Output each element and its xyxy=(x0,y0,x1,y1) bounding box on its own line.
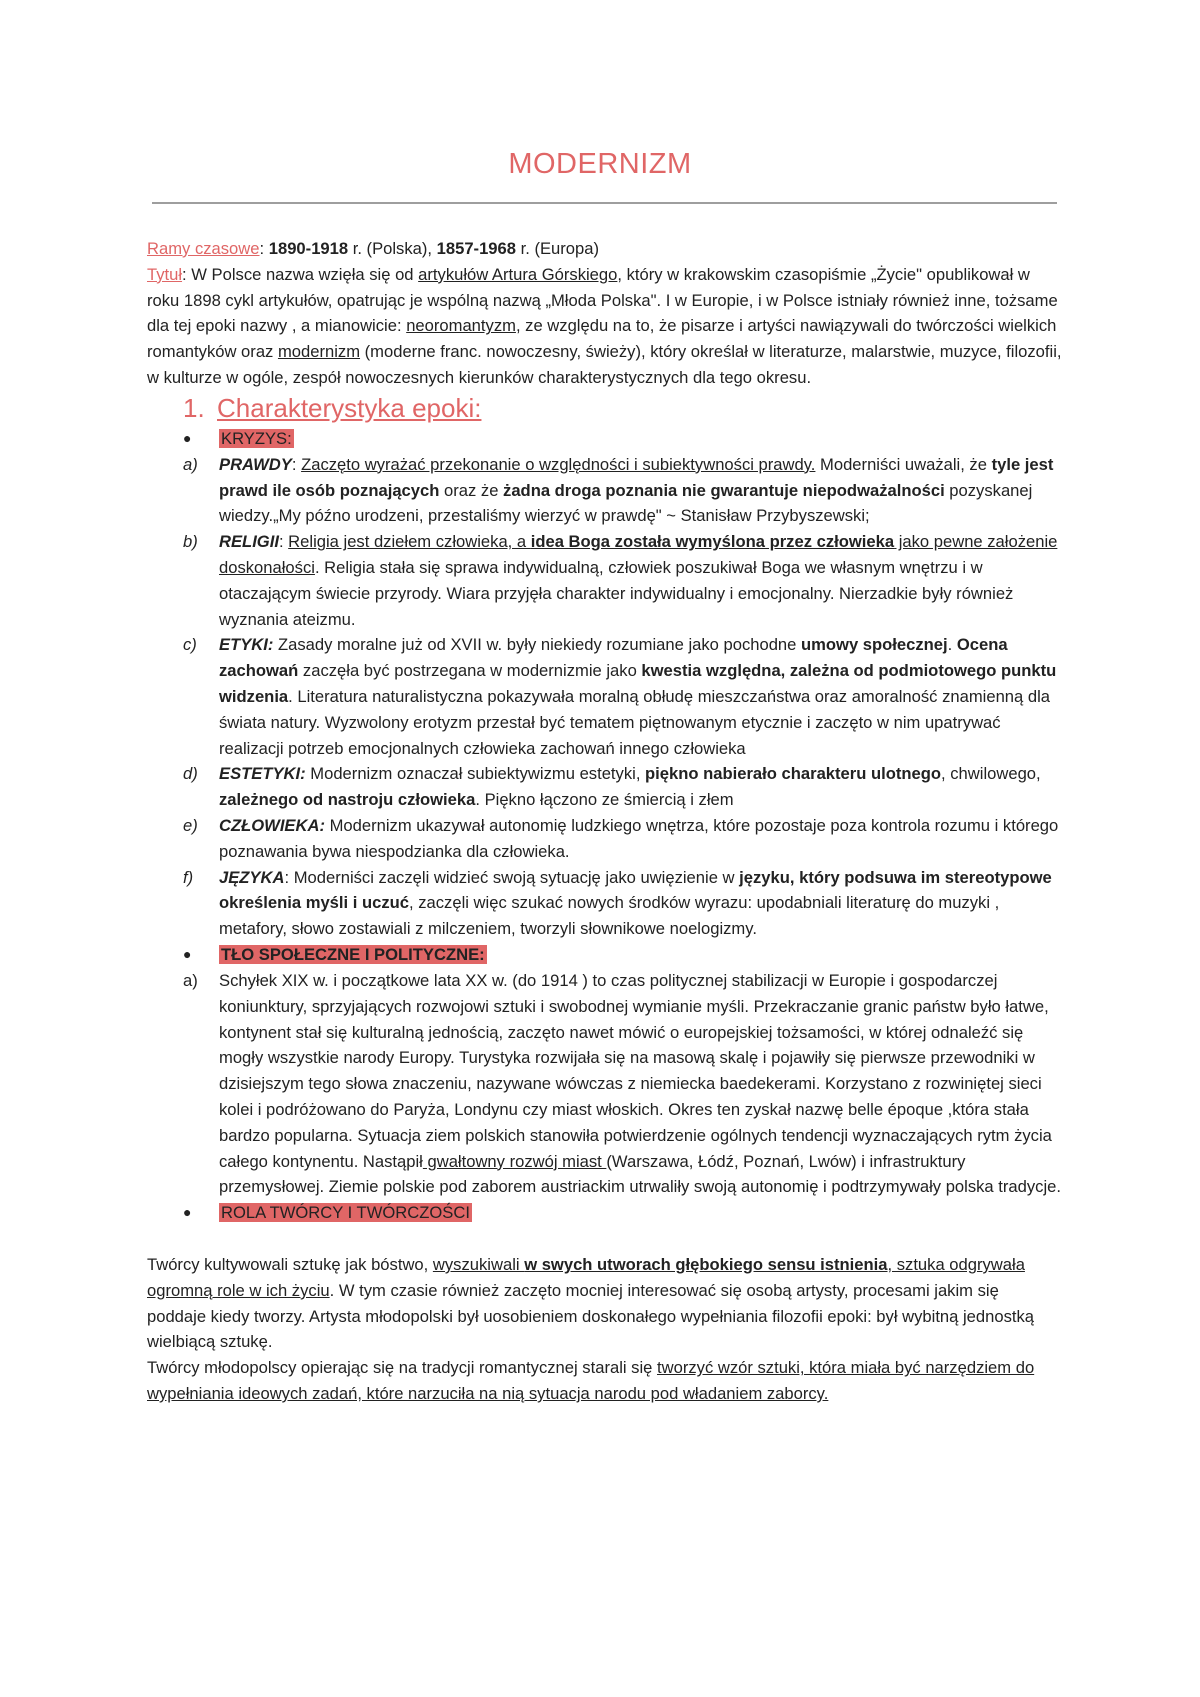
list-item-tlo-a: a) Schyłek XIX w. i początkowe lata XX w. (do 1914 ) to czas politycznej stabilizacji w Europie i gospodarczej koniunktury, sprzyjających rozwojowi sztuki i swobodnej wymianie myśli. Przekraczanie granic państw było łatwe, kontynent stał się kulturalną jednością, zaczęto nawet mówić o europejskiej tożsamości, w której odnaleźć się mogły wszystkie narody Europy. Turystyka rozwijała się na masową skalę i pojawiły się pierwsze przewodniki w dzisiejszym tego słowa znaczeniu, nazywane wówczas z niemiecka baedekerami. Korzystano z rozwiniętej sieci kolei i podróżowano do Paryża, Londynu czy miast włoskich. Okres ten zyskał nazwę belle époque ,która stała bardzo popularna. Sytuacja ziem polskich stanowiła potwierdzenie ogólnych tendencji wyznaczających rytm życia całego kontynentu. Nastąpił gwałtowny rozwój miast (Warszawa, Łódź, Poznań, Lwów) i infrastruktury przemysłowej. Ziemie polskie pod zaborem austriackim utrwaliły swoją autonomię i podtrzymywały polska tradycje. xyxy=(183,970,1061,1197)
bullet-dot-icon: ● xyxy=(183,945,192,962)
ramy-label: Ramy czasowe xyxy=(147,239,260,258)
list-item-religii: b) RELIGII: Religia jest dziełem człowieka, a idea Boga została wymyślona przez człowieka jako pewne założenie doskonałości. Religia stała się sprawa indywidualną, człowiek poszukiwał Boga we własnym wnętrzu i w otaczającym świecie przyrody. Wiara przyjęła charakter indywidualny i emocjonalny. Nierzadkie były również wyznania ateizmu. xyxy=(183,532,1058,629)
document-title: MODERNIZM xyxy=(508,148,692,180)
bullet-kryzys: ● KRYZYS: xyxy=(147,426,1062,452)
section-heading-charakterystyka: 1. Charakterystyka epoki: xyxy=(183,392,482,423)
bullet-tlo: ● TŁO SPOŁECZNE I POLITYCZNE: xyxy=(147,942,1062,968)
list-item-prawdy: a) PRAWDY: Zaczęto wyrażać przekonanie o względności i subiektywności prawdy. Moderniści uważali, że tyle jest prawd ile osób poznających oraz że żadna droga poznania nie gwarantuje niepodważalności pozyskanej wiedzy.„My późno urodzeni, przestaliśmy wierzyć w prawdę" ~ Stanisław Przybyszewski; xyxy=(183,454,1054,526)
bullet-dot-icon: ● xyxy=(183,429,192,446)
list-item-etyki: c) ETYKI: Zasady moralne już od XVII w. były niekiedy rozumiane jako pochodne umowy społecznej. Ocena zachowań zaczęła być postrzegana w modernizmie jako kwestia względna, zależna od podmiotowego punktu widzenia. Literatura naturalistyczna pokazywała moralną obłudę mieszczaństwa oraz amoralność znamienną dla świata natury. Wyzwolony erotyzm przestał być tematem piętnowanym etycznie i zaczęto w nim upatrywać realizacji potrzeb emocjonalnych człowieka zachowań innego człowieka xyxy=(183,635,1057,758)
list-item-estetyki: d) ESTETYKI: Modernizm oznaczał subiektywizmu estetyki, piękno nabierało charakteru ulotnego, chwilowego, zależnego od nastroju człowieka. Piękno łączono ze śmiercią i złem xyxy=(183,764,1041,810)
tytul-paragraph: Tytuł: W Polsce nazwa wzięła się od artykułów Artura Górskiego, który w krakowskim czasopiśmie „Życie" opublikował w roku 1898 cykl artykułów, opatrując je wspólną nazwą „Młoda Polska". I w Europie, i w Polsce istniały również inne, tożsame dla tej epoki nazwy , a mianowicie: neoromantyzm, ze względu na to, że pisarze i artyści nawiązywali do twórczości wielkich romantyków oraz modernizm (moderne franc. nowoczesny, świeży), który określał w literaturze, malarstwie, muzyce, filozofii, w kulturze w ogóle, zespół nowoczesnych kierunków charakterystycznych dla tego okresu. xyxy=(147,264,1062,387)
bullet-rola: ● ROLA TWÓRCY I TWÓRCZOŚCI xyxy=(147,1200,1062,1226)
bullet-dot-icon: ● xyxy=(183,1204,192,1221)
horizontal-rule xyxy=(152,202,1057,204)
list-item-czlowieka: e) CZŁOWIEKA: Modernizm ukazywał autonomię ludzkiego wnętrza, które pozostaje poza kontrola rozumu i którego poznawania bywa niespodzianka dla człowieka. xyxy=(183,815,1059,861)
ramy-czasowe-line: Ramy czasowe: 1890-1918 r. (Polska), 1857-1968 r. (Europa) xyxy=(147,239,600,258)
paragraph-tworcy-2: Twórcy młodopolscy opierając się na tradycji romantycznej starali się tworzyć wzór sztuki, która miała być narzędziem do wypełniania ideowych zadań, które narzuciła na nią sytuacja narodu pod władaniem zaborcy. xyxy=(147,1358,1035,1404)
list-item-jezyka: f) JĘZYKA: Moderniści zaczęli widzieć swoją sytuację jako uwięzienie w języku, który podsuwa im stereotypowe określenia myśli i uczuć, zaczęli więc szukać nowych środków wyrazu: upodabniali literaturę do muzyki , metafory, słowo zostawiali z milczeniem, tworzyli słownikowe noelogizmy. xyxy=(183,867,1052,939)
document-body xyxy=(147,236,1062,1407)
tytul-label: Tytuł xyxy=(147,264,183,284)
paragraph-tworcy-1: Twórcy kultywowali sztukę jak bóstwo, wyszukiwali w swych utworach głębokiego sensu istnienia, sztuka odgrywała ogromną role w ich życiu. W tym czasie również zaczęto mocniej interesować się osobą artysty, procesami jakim się poddaje kiedy tworzy. Artysta młodopolski był uosobieniem doskonałego wypełniania filozofii epoki: był wybitną jednostką wielbiącą sztukę. xyxy=(147,1255,1035,1352)
